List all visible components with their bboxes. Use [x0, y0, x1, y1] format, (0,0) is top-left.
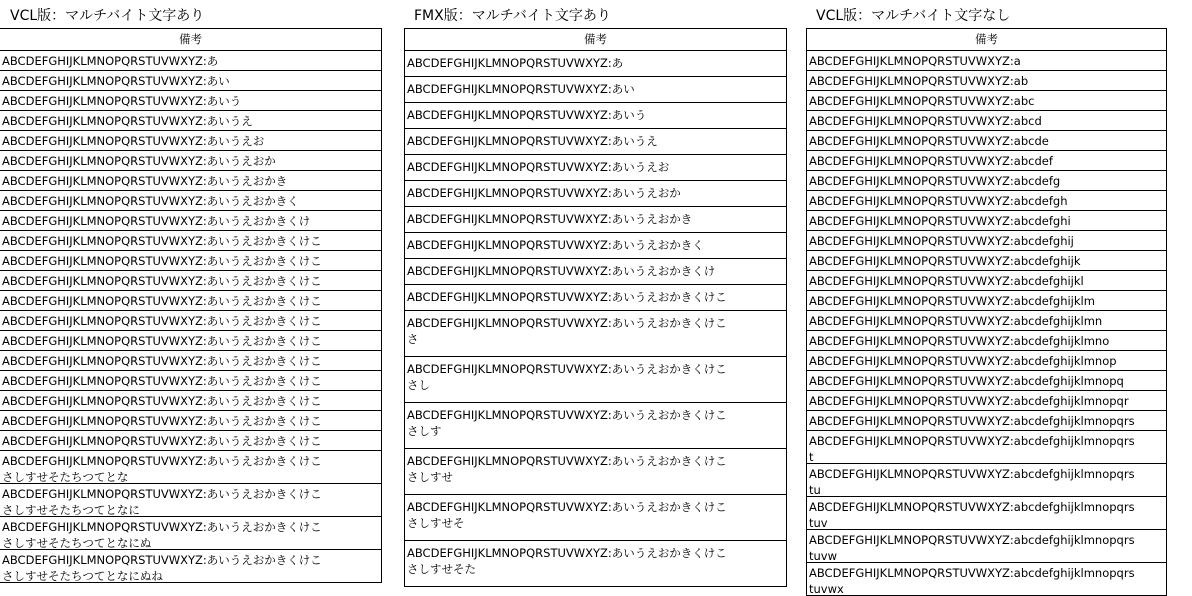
table-row: ABCDEFGHIJKLMNOPQRSTUVWXYZ:あいうえおかきくけこ	[0, 411, 382, 431]
table-row: ABCDEFGHIJKLMNOPQRSTUVWXYZ:あいうえお	[405, 155, 787, 181]
table-row: ABCDEFGHIJKLMNOPQRSTUVWXYZ:あいうえ	[405, 129, 787, 155]
table-row: ABCDEFGHIJKLMNOPQRSTUVWXYZ:あいうえおかきくけこ さしすせそたちつてとなにぬね	[0, 550, 382, 583]
table-row: ABCDEFGHIJKLMNOPQRSTUVWXYZ:abcdefghijklmnopqrs	[807, 411, 1167, 431]
table-row: ABCDEFGHIJKLMNOPQRSTUVWXYZ:abcdefghijklmnop	[807, 351, 1167, 371]
table-row: ABCDEFGHIJKLMNOPQRSTUVWXYZ:あいうえおかきくけこ	[0, 251, 382, 271]
table-row: ABCDEFGHIJKLMNOPQRSTUVWXYZ:abcd	[807, 111, 1167, 131]
table-row: ABCDEFGHIJKLMNOPQRSTUVWXYZ:あいうえおかきくけこ さし	[405, 357, 787, 403]
table-row: ABCDEFGHIJKLMNOPQRSTUVWXYZ:abcdefghijklmnopqrs t	[807, 431, 1167, 464]
table-row: ABCDEFGHIJKLMNOPQRSTUVWXYZ:abcdefghijklmnopqr	[807, 391, 1167, 411]
table-row: ABCDEFGHIJKLMNOPQRSTUVWXYZ:あいうえおかきく	[0, 191, 382, 211]
table-row: ABCDEFGHIJKLMNOPQRSTUVWXYZ:あいうえおかきくけこ さしす	[405, 403, 787, 449]
panel-title: VCL版：マルチバイト文字なし	[816, 8, 1011, 24]
table-row: ABCDEFGHIJKLMNOPQRSTUVWXYZ:あいうえおかきくけこ さしすせそたちつてとな	[0, 451, 382, 484]
table-row: ABCDEFGHIJKLMNOPQRSTUVWXYZ:あいうえおかきくけこ	[0, 291, 382, 311]
table-row: ABCDEFGHIJKLMNOPQRSTUVWXYZ:abcdefghijklmnopqrs tuv	[807, 497, 1167, 530]
column-header: 備考	[807, 29, 1167, 51]
table-row: ABCDEFGHIJKLMNOPQRSTUVWXYZ:あい	[405, 77, 787, 103]
table-row: ABCDEFGHIJKLMNOPQRSTUVWXYZ:あいうえおかきくけこ	[0, 231, 382, 251]
table-row: ABCDEFGHIJKLMNOPQRSTUVWXYZ:あいうえおかきくけ	[0, 211, 382, 231]
table-row: ABCDEFGHIJKLMNOPQRSTUVWXYZ:あいう	[405, 103, 787, 129]
table-row: ABCDEFGHIJKLMNOPQRSTUVWXYZ:abc	[807, 91, 1167, 111]
table-row: ABCDEFGHIJKLMNOPQRSTUVWXYZ:abcdefghijklmnopqrs tuvwx	[807, 563, 1167, 596]
memo-table	[0, 28, 382, 583]
table-row: ABCDEFGHIJKLMNOPQRSTUVWXYZ:abcdefghijklmn	[807, 311, 1167, 331]
table-row: ABCDEFGHIJKLMNOPQRSTUVWXYZ:あいうえおかき	[0, 171, 382, 191]
table-row: ABCDEFGHIJKLMNOPQRSTUVWXYZ:abcdefg	[807, 171, 1167, 191]
table-row: ABCDEFGHIJKLMNOPQRSTUVWXYZ:abcdefghi	[807, 211, 1167, 231]
table-row: ABCDEFGHIJKLMNOPQRSTUVWXYZ:abcdef	[807, 151, 1167, 171]
table-row: ABCDEFGHIJKLMNOPQRSTUVWXYZ:あいうえおかきくけこ さしすせそ	[405, 495, 787, 541]
table-row: ABCDEFGHIJKLMNOPQRSTUVWXYZ:abcdefghijk	[807, 251, 1167, 271]
table-row: ABCDEFGHIJKLMNOPQRSTUVWXYZ:あいうえおかきくけこ	[0, 351, 382, 371]
column-header: 備考	[0, 29, 382, 51]
table-row: ABCDEFGHIJKLMNOPQRSTUVWXYZ:あいうえおかきくけこ	[0, 431, 382, 451]
table-row: ABCDEFGHIJKLMNOPQRSTUVWXYZ:あいうえお	[0, 131, 382, 151]
table-row: ABCDEFGHIJKLMNOPQRSTUVWXYZ:あいうえおかきくけこ さしすせ	[405, 449, 787, 495]
table-row: ABCDEFGHIJKLMNOPQRSTUVWXYZ:あいうえおかきくけこ	[405, 285, 787, 311]
table-row: ABCDEFGHIJKLMNOPQRSTUVWXYZ:あいうえおかきくけこ さしすせそたちつてとなに	[0, 484, 382, 517]
panel-title: FMX版：マルチバイト文字あり	[414, 8, 611, 24]
table-row: ABCDEFGHIJKLMNOPQRSTUVWXYZ:あい	[0, 71, 382, 91]
memo-table	[404, 28, 787, 587]
table-row: ABCDEFGHIJKLMNOPQRSTUVWXYZ:abcde	[807, 131, 1167, 151]
table-row: ABCDEFGHIJKLMNOPQRSTUVWXYZ:あいうえおかきくけこ	[0, 271, 382, 291]
table-row: ABCDEFGHIJKLMNOPQRSTUVWXYZ:abcdefgh	[807, 191, 1167, 211]
table-row: ABCDEFGHIJKLMNOPQRSTUVWXYZ:あいうえおかきくけこ さしすせそたちつてとなにぬ	[0, 517, 382, 550]
table-row: ABCDEFGHIJKLMNOPQRSTUVWXYZ:あいうえおかきくけこ	[0, 331, 382, 351]
table-row: ABCDEFGHIJKLMNOPQRSTUVWXYZ:あいうえおかきくけこ	[0, 371, 382, 391]
table-row: ABCDEFGHIJKLMNOPQRSTUVWXYZ:あいうえ	[0, 111, 382, 131]
table-row: ABCDEFGHIJKLMNOPQRSTUVWXYZ:a	[807, 51, 1167, 71]
table-row: ABCDEFGHIJKLMNOPQRSTUVWXYZ:あ	[0, 51, 382, 71]
table-row: ABCDEFGHIJKLMNOPQRSTUVWXYZ:あいうえおかきくけこ	[0, 391, 382, 411]
table-row: ABCDEFGHIJKLMNOPQRSTUVWXYZ:あいうえおかきくけ	[405, 259, 787, 285]
table-row: ABCDEFGHIJKLMNOPQRSTUVWXYZ:あいうえおかきくけこ さしすせそた	[405, 541, 787, 587]
table-row: ABCDEFGHIJKLMNOPQRSTUVWXYZ:あいうえおか	[0, 151, 382, 171]
column-header: 備考	[405, 29, 787, 51]
table-row: ABCDEFGHIJKLMNOPQRSTUVWXYZ:abcdefghijkl	[807, 271, 1167, 291]
table-row: ABCDEFGHIJKLMNOPQRSTUVWXYZ:あいうえおか	[405, 181, 787, 207]
table-row: ABCDEFGHIJKLMNOPQRSTUVWXYZ:abcdefghijklmno	[807, 331, 1167, 351]
table-row: ABCDEFGHIJKLMNOPQRSTUVWXYZ:abcdefghijklmnopq	[807, 371, 1167, 391]
table-row: ABCDEFGHIJKLMNOPQRSTUVWXYZ:ab	[807, 71, 1167, 91]
table-row: ABCDEFGHIJKLMNOPQRSTUVWXYZ:abcdefghijklmnopqrs tu	[807, 464, 1167, 497]
table-row: ABCDEFGHIJKLMNOPQRSTUVWXYZ:あいうえおかき	[405, 207, 787, 233]
table-row: ABCDEFGHIJKLMNOPQRSTUVWXYZ:abcdefghijklmnopqrs tuvw	[807, 530, 1167, 563]
table-row: ABCDEFGHIJKLMNOPQRSTUVWXYZ:あいうえおかきくけこ さ	[405, 311, 787, 357]
table-row: ABCDEFGHIJKLMNOPQRSTUVWXYZ:あいうえおかきく	[405, 233, 787, 259]
table-row: ABCDEFGHIJKLMNOPQRSTUVWXYZ:あ	[405, 51, 787, 77]
panel-title: VCL版：マルチバイト文字あり	[10, 8, 205, 24]
table-row: ABCDEFGHIJKLMNOPQRSTUVWXYZ:あいう	[0, 91, 382, 111]
table-row: ABCDEFGHIJKLMNOPQRSTUVWXYZ:abcdefghij	[807, 231, 1167, 251]
table-row: ABCDEFGHIJKLMNOPQRSTUVWXYZ:abcdefghijklm	[807, 291, 1167, 311]
table-row: ABCDEFGHIJKLMNOPQRSTUVWXYZ:あいうえおかきくけこ	[0, 311, 382, 331]
memo-table	[806, 28, 1167, 596]
